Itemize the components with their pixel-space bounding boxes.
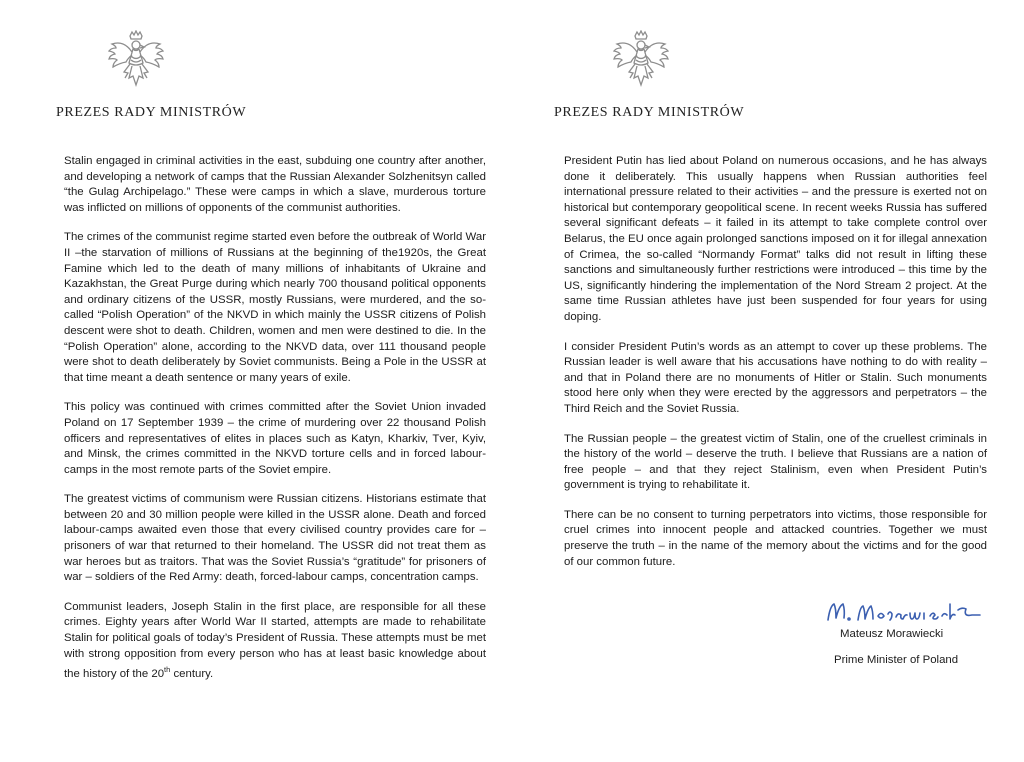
letter-body-right [564,154,987,584]
white-eagle-emblem-icon [106,30,166,92]
handwritten-signature [822,596,982,626]
paragraph: There can be no consent to turning perpetrators into victims, those responsible for cruel crimes into innocent people and attacked countries. Together we must preserve the truth – in the name of the memory about the victims and for the good of our common future. [564,508,987,568]
paragraph-text: Communist leaders, Joseph Stalin in the first place, are responsible for all these crimes. Eighty years after World War II started, attempts are made to rehabilitate Stalin for political goals of today’s President of Russia. These attempts must be met with strong opposition from every person who has at least basic knowledge about the history of the 20 [64,600,486,681]
paragraph: This policy was continued with crimes committed after the Soviet Union invaded Poland on 17 September 1939 – the crime of murdering over 22 thousand Polish officers and representatives of elites in places such as Katyn, Kharkiv, Tver, Kyiv, and Minsk, the crimes committed in the NKVD torture cells and in forced labour-camps in the most remote parts of the Soviet empire. [64,401,486,476]
white-eagle-emblem-icon [611,30,671,92]
paragraph: President Putin has lied about Poland on numerous occasions, and he has always done it deliberately. This usually happens when Russian authorities feel international pressure related to their activities – and the pressure is exerted not on historical but contemporary geopolitical scene. In recent weeks Russia has suffered several significant defeats – it failed in its attempt to take complete control over Belarus, the EU once again prolonged sanctions imposed on it for illegal annexation of Crimea, the so-called “Normandy Format” talks did not result in lifting these sanctions and simultaneously further restrictions were introduced – this time by the US, significantly hindering the implementation of the Nord Stream 2 project. At the same time Russian athletes have just been suspended for four years for using doping. [564,155,987,323]
letter-body-left [64,154,486,697]
signatory-title: Prime Minister of Poland [834,654,959,666]
letterhead-title: PREZES RADY MINISTRÓW [56,105,247,120]
letter-page-right [512,0,1024,762]
paragraph-text-end: century. [170,668,214,681]
paragraph: The Russian people – the greatest victim of Stalin, one of the cruellest criminals in the history of the world – deserve the truth. I believe that Russians are a nation of free people – and that they reject Stalinism, even when President Putin’s government is trying to rehabilitate it. [564,432,987,492]
paragraph [64,600,486,683]
paragraph: Stalin engaged in criminal activities in the east, subduing one country after another, and developing a network of camps that the Russian Alexander Solzhenitsyn called “the Gulag Archipelago.” These were camps in which a slave, murderous torture was inflicted on millions of opponents of the communist authorities. [64,155,486,214]
paragraph: I consider President Putin’s words as an attempt to cover up these problems. The Russian leader is well aware that his accusations have nothing to do with reality – and that in Poland there are no monuments of Hitler or Stalin. Such monuments stood here only when they were erected by the aggressors and perpetrators – the Third Reich and the Soviet Russia. [564,340,987,415]
signatory-name: Mateusz Morawiecki [840,628,944,640]
paragraph: The crimes of the communist regime started even before the outbreak of World War II –the starvation of millions of Russians at the beginning of the1920s, the Great Famine which led to the death of many millions of inhabitants of Ukraine and Kazakhstan, the Great Purge during which nearly 700 thousand political opponents and ordinary citizens of the USSR, mostly Russians, were murdered, and the so-called “Polish Operation” of the NKVD in which mainly the USSR citizens of Polish descent were shot to death. Children, women and men were destined to die. In the “Polish Operation” alone, according to the NKVD data, over 111 thousand people were shot to death deliberately by Soviet communists. Being a Pole in the USSR at that time meant a death sentence or many years of exile. [64,231,486,384]
letterhead-title: PREZES RADY MINISTRÓW [554,105,745,120]
superscript: th [164,665,171,675]
paragraph: The greatest victims of communism were Russian citizens. Historians estimate that between 20 and 30 million people were killed in the USSR alone. Death and forced labour-camps awaited even those that every civilised country provides care for – prisoners of war that returned to their homeland. The USSR did not treat them as war heroes but as traitors. That was the Soviet Russia’s “gratitude” for prisoners of war – soldiers of the Red Army: death, forced-labour camps, concentration camps. [64,493,486,584]
